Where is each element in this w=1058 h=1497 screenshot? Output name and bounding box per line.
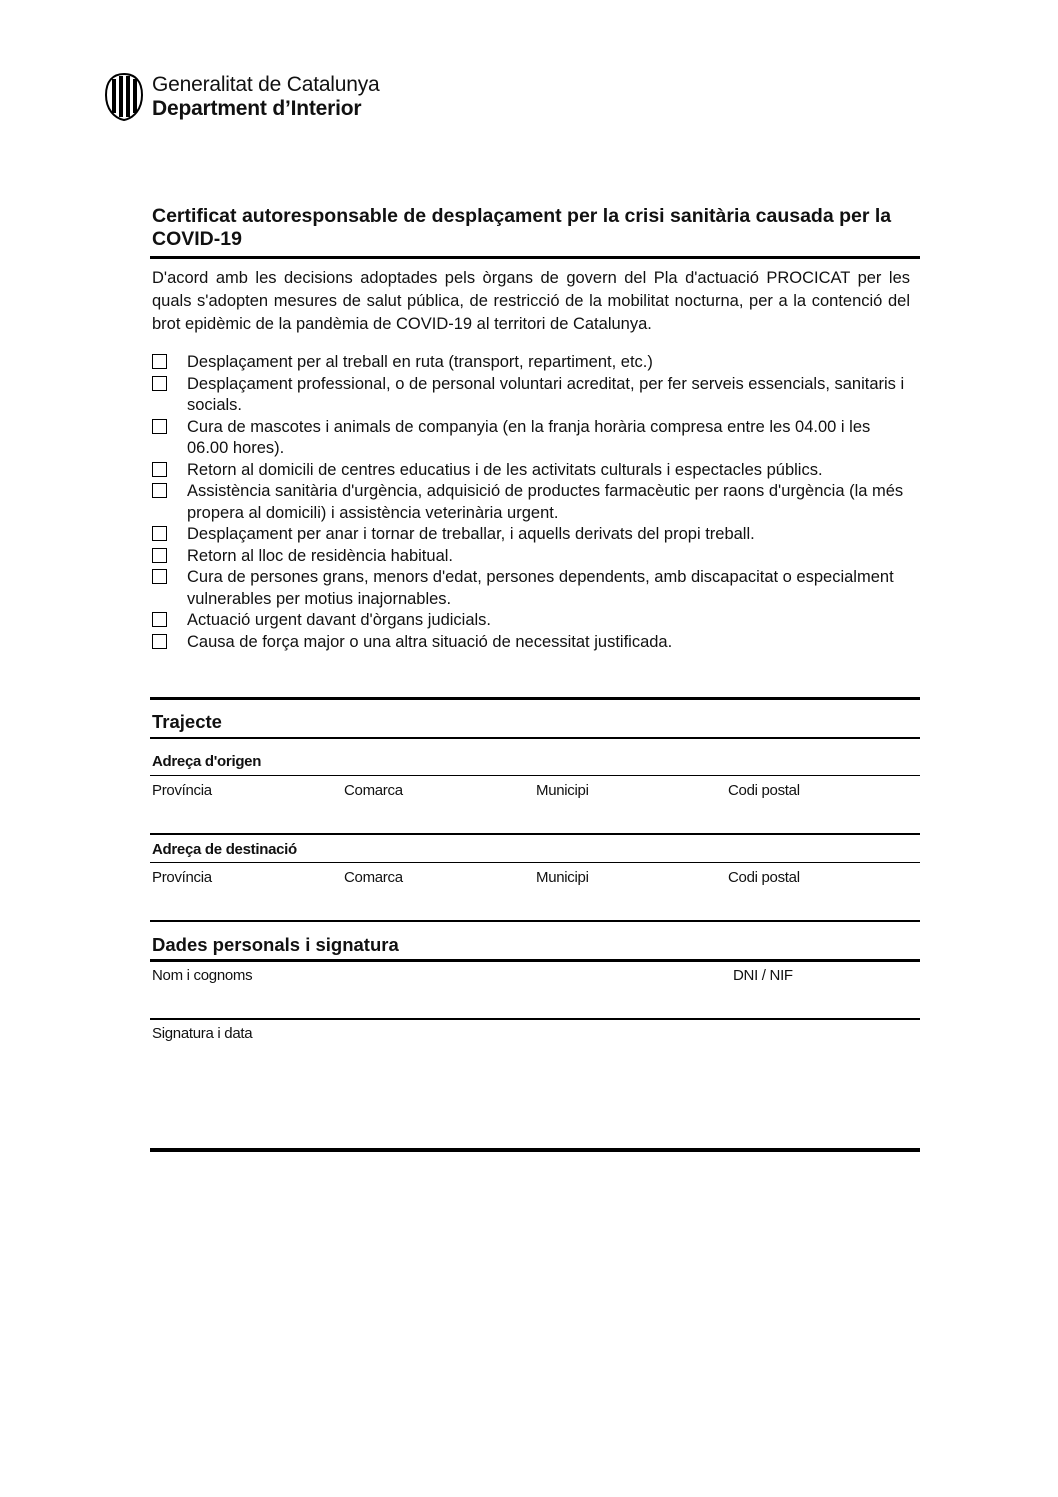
origin-municipality-field[interactable] [536,806,716,823]
destination-county-label: Comarca [344,869,403,886]
reason-label: Desplaçament per al treball en ruta (transport, repartiment, etc.) [187,353,653,371]
origin-municipality-label: Municipi [536,782,589,799]
destination-address-label: Adreça de destinació [152,841,297,858]
title-divider [150,256,920,259]
reason-label: Desplaçament professional, o de personal voluntari acreditat, per fer serveis essencials, sanitaris i socials. [187,374,905,414]
reason-option [152,546,910,568]
destination-divider [150,862,920,863]
letterhead [104,73,380,121]
destination-postal-code-field[interactable] [728,893,908,910]
checkbox[interactable] [152,548,167,563]
reason-option [152,374,910,417]
reason-label: Cura de mascotes i animals de companyia (en la franja horària compresa entre les 04.00 i les 06.00 hores). [187,417,871,457]
origin-province-field[interactable] [152,806,332,823]
reason-option [152,567,910,610]
destination-county-field[interactable] [344,893,524,910]
personal-heading: Dades personals i signatura [152,934,399,955]
origin-address-label: Adreça d'origen [152,753,262,770]
checkbox[interactable] [152,526,167,541]
origin-bottom-divider [150,833,920,835]
destination-municipality-label: Municipi [536,869,589,886]
reason-option [152,610,910,632]
full-name-field[interactable] [152,991,712,1008]
trip-top-divider [150,697,920,700]
reason-label: Retorn al domicili de centres educatius i de les activitats culturals i espectacles públics. [187,460,823,479]
reason-option [152,481,910,524]
destination-postal-code-label: Codi postal [728,869,800,886]
origin-county-label: Comarca [344,782,403,799]
checkbox[interactable] [152,376,167,391]
destination-province-label: Província [152,869,212,886]
trip-heading: Trajecte [152,711,222,732]
checkbox[interactable] [152,612,167,627]
department-name: Department d’Interior [152,97,362,120]
checkbox[interactable] [152,462,167,477]
reason-label: Assistència sanitària d'urgència, adquisició de productes farmacèutic per raons d'urgència (la més propera al domicili) i assistència veterinària urgent. [187,482,904,522]
origin-province-label: Província [152,782,212,799]
checkbox[interactable] [152,419,167,434]
reason-option [152,352,910,374]
generalitat-logo-icon [104,73,144,121]
reason-option [152,632,910,654]
name-bottom-divider [150,1018,920,1020]
id-label: DNI / NIF [733,967,793,984]
destination-bottom-divider [150,920,920,922]
reason-option [152,524,910,546]
trip-heading-divider [150,737,920,739]
intro-paragraph: D'acord amb les decisions adoptades pels òrgans de govern del Pla d'actuació PROCICAT per les quals s'adopten mesures de salut pública, de restricció de la mobilitat nocturna, per a la contenció del brot epidèmic de la pandèmia de COVID-19 al territori de Catalunya. [152,269,910,333]
reason-options-list [152,352,910,653]
checkbox[interactable] [152,569,167,584]
id-number-field[interactable] [733,991,913,1008]
reason-label: Desplaçament per anar i tornar de treballar, i aquells derivats del propi treball. [187,525,755,543]
origin-postal-code-label: Codi postal [728,782,800,799]
checkbox[interactable] [152,634,167,649]
origin-postal-code-field[interactable] [728,806,908,823]
reason-label: Retorn al lloc de residència habitual. [187,546,453,565]
org-name: Generalitat de Catalunya [152,73,380,96]
destination-municipality-field[interactable] [536,893,716,910]
checkbox[interactable] [152,483,167,498]
reason-label: Causa de força major o una altra situació de necessitat justificada. [187,632,673,651]
origin-divider [150,775,920,776]
reason-option [152,460,910,482]
signature-area[interactable] [150,1046,920,1146]
destination-province-field[interactable] [152,893,332,910]
reason-option [152,417,910,460]
reason-label: Cura de persones grans, menors d'edat, persones dependents, amb discapacitat o especialment vulnerables per motius inajornables. [187,568,894,608]
document-title: Certificat autoresponsable de desplaçament per la crisi sanitària causada per la COVID-19 [152,205,892,250]
signature-date-label: Signatura i data [152,1025,253,1042]
personal-heading-divider [150,959,920,962]
name-label: Nom i cognoms [152,967,253,984]
reason-label: Actuació urgent davant d'òrgans judicials. [187,611,492,629]
checkbox[interactable] [152,354,167,369]
origin-county-field[interactable] [344,806,524,823]
form-bottom-divider [150,1148,920,1152]
